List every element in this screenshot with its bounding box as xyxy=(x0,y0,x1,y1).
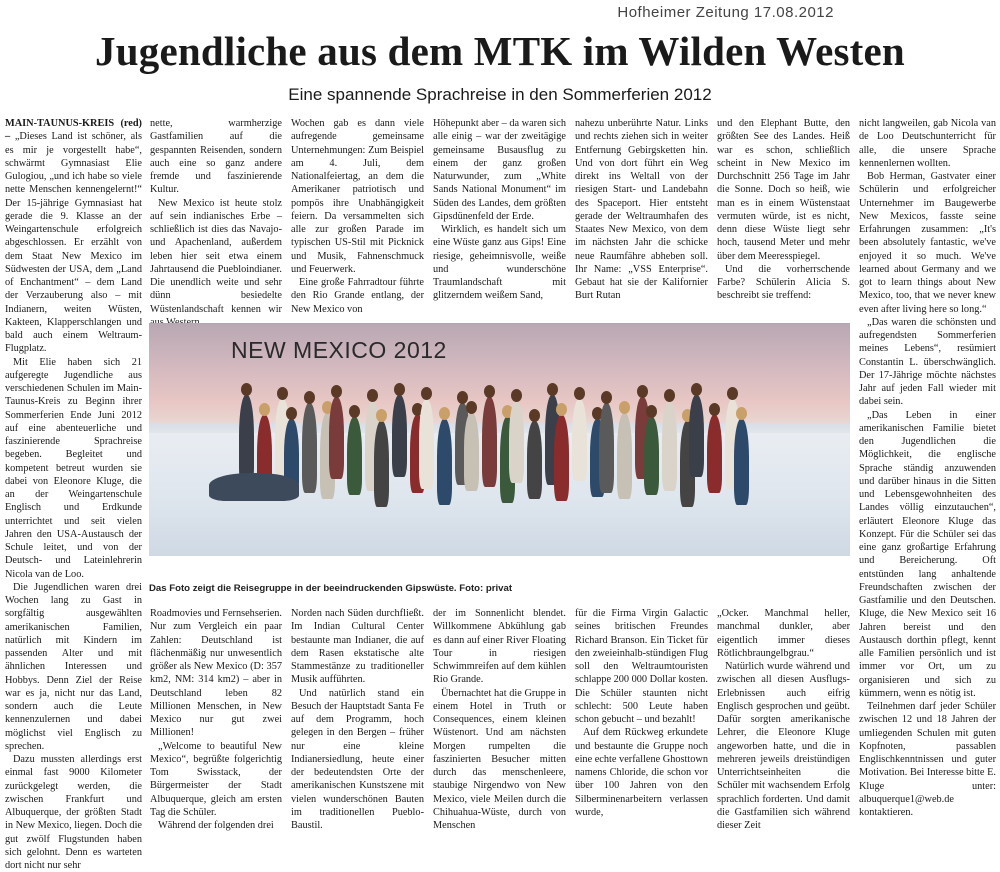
person-head xyxy=(421,387,432,400)
person-head xyxy=(286,407,297,420)
person-head xyxy=(511,389,522,402)
text: Eine große Fahrradtour führte den Rio Grande entlang, der New Mexico von xyxy=(291,277,424,315)
column-6-lower xyxy=(717,607,850,832)
column-2-lower xyxy=(150,607,282,832)
masthead: Hofheimer Zeitung 17.08.2012 xyxy=(617,4,834,21)
text: und den Elephant Butte, den größten See des Landes. Heiß war es schon, schließlich scheint in New Mexico im Durchschnitt 256 Tage im Jahr die Sonne. Doch so heiß, wie man es in einem Wüstenstaat vermuten würde, ist es nicht, denn diese Wüste liegt sehr hoch, tausend Meter und mehr über dem Meeresspiegel. xyxy=(717,118,850,262)
person-head xyxy=(367,389,378,402)
reclining-person xyxy=(209,473,299,501)
text: nahezu unberührte Natur. Links und rechts ziehen sich in weiter Entfernung Gebirgsketten hin. Und von dort führt ein Weg direkt ins Weltall von der riesigen Start- und Landebahn des Spaceport. Hier entsteht gerade der Weltraumhafen des Staates New Mexico, von dem im nächsten Jahr die schicke neue Raumfähre abheben soll. Ihr Name: „VSS Enterprise“. Gebaut hat sie der Kalifornier Burt Rutan xyxy=(575,118,708,302)
person-figure xyxy=(374,421,389,507)
text: „Dieses Land ist schöner, als es mir je vorgestellt habe“, schwärmt Gymnasiast Elie Gulogiou, „und ich habe so viele nette Menschen kennengelernt!“ Der 15-jährige Gymnasiast hat gerade die 9. Klasse an der Weingartenschule erfolgreich abgeschlossen. Er erzählt von dem Staat New Mexico im Südwesten der USA, dem „Land of Enchantment“ – dem Land der Verzauberung also – mit Indianern, weiten Wüsten, Kakteen, Klapperschlangen und bald auch einem Weltraum-Flugplatz. xyxy=(5,131,143,355)
person-figure xyxy=(437,419,452,505)
text: nette, warmherzige Gastfamilien auf die gespannten Reisenden, sondern auch eine so ganz andere fremde und faszinierende Kultur. xyxy=(150,118,282,196)
text: Roadmovies und Fernsehserien. Nur zum Vergleich ein paar Zahlen: Deutschland ist flächenmäßig nur unwesentlich größer als New Mexico (D: 357 km2, NM: 314 km2) – aber in Deutschland leben 82 Millionen Menschen, in New Mexico nur gut zwei Millionen! xyxy=(150,608,282,739)
text: Dazu mussten allerdings erst einmal fast 9000 Kilometer zurückgelegt werden, die zwischen Frankfurt und Albuquerque, der größten Stadt in New Mexico, liegen. Doch die gut zwölf Flugstunden haben sich gelohnt. Denn es warteten dort nicht nur sehr xyxy=(5,754,142,871)
text: Übernachtet hat die Gruppe in einem Hotel in Truth or Consequences, einem kleinen Wüstenort. Und am nächsten Morgen rumpelten die faszinierten Besucher mitten durch das menschenleere, staubige Nirgendwo von New Mexico, viele Meilen durch die Chihuahua-Wüste, durch von Menschen xyxy=(433,687,566,831)
person-head xyxy=(376,409,387,422)
person-figure xyxy=(302,403,317,493)
text: Und die vorherrschende Farbe? Schülerin Alicia S. beschreibt sie treffend: xyxy=(717,263,850,302)
person-head xyxy=(736,407,747,420)
person-head xyxy=(484,385,495,398)
text: Auf dem Rückweg erkundete und bestaunte die Gruppe noch eine echte verfallene Ghosttown namens Chloride, die schon vor über 100 Jahren von den Silberminenarbeitern verlassen wurde, xyxy=(575,727,708,818)
column-3-lower xyxy=(291,607,424,832)
text: „Ocker. Manchmal heller, manchmal dunkler, aber eigentlich immer dieses Rötlichbraungelbgrau.“ xyxy=(717,608,850,659)
person-head xyxy=(574,387,585,400)
person-figure xyxy=(662,401,677,491)
text: Während der folgenden drei xyxy=(158,820,274,831)
column-4-upper xyxy=(433,117,566,321)
group-photo xyxy=(149,323,850,556)
person-head xyxy=(331,385,342,398)
person-figure xyxy=(329,397,344,479)
dateline: MAIN-TAUNUS-KREIS (red) – xyxy=(5,118,142,143)
person-head xyxy=(709,403,720,416)
person-head xyxy=(277,387,288,400)
text: „Welcome to beautiful New Mexico“, begrüßte folgerichtig Tom Swisstack, der Bürgermeister der Stadt Albuquerque, gleich am ersten Tag die Schüler. xyxy=(150,740,282,818)
text: „Das Leben in einer amerikanischen Familie bietet den Jugendlichen die Möglichkeit, die englische Sprache ständig anzuwenden und darüber hinaus in die Sitten und Lebensgewohnheiten des Landes völlig einzutauchen“, erläutert Eleonore Kluge das Konzept. Für die Schüler sei das eine ganz großartige Erfahrung und Bereicherung. Oft entstünden lang anhaltende Freundschaften zwischen der Gastfamilie und den Deutschen. Kluge, die New Mexico seit 16 Jahren bereist und den Austausch dorthin pflegt, kennt alle Familien persönlich und ist immer vor Ort, um zu organisieren und sich zu kümmern, wenn es nötig ist. xyxy=(859,409,996,699)
text: für die Firma Virgin Galactic seines britischen Freundes Richard Branson. Ein Ticket für den zweieinhalb-stündigen Flug soll den Weltraumtouristen schlappe 200 000 Dollar kosten. Die Schüler staunten nicht schlecht: 500 Leute haben schon gebucht – und bezahlt! xyxy=(575,608,708,725)
person-head xyxy=(664,389,675,402)
text: Wochen gab es dann viele aufregende gemeinsame Unternehmungen: Zum Beispiel am 4. Juli, dem Nationalfeiertag, an dem die Amerikaner patriotisch und pompös ihre Unabhängigkeit feiern. Da versammelten sich alle zur großen Parade im typischen US-Stil mit Picknick und Musik, Fahnenschmuck und Feuerwerk. xyxy=(291,118,424,275)
person-head xyxy=(556,403,567,416)
text: Teilnehmen darf jeder Schüler zwischen 12 und 18 Jahren der umliegenden Schulen mit guten Kopfnoten, passablen Englischkenntnissen und guter Motivation. Bei Interesse bitte E. Kluge unter: albuquerque1@web.de kontaktieren. xyxy=(859,701,996,818)
text: Die Jugendlichen waren drei Wochen lang zu Gast in sorgfältig ausgewählten amerikanischen Familien, natürlich mit Kindern im passenden Alter und mit ähnlichen Interessen und Hobbys. Denn Ziel der Reise war es ja, nicht nur das Land, sondern auch die Leute kennenzulernen und dabei möglichst viel Englisch zu sprechen. xyxy=(5,581,142,752)
person-figure xyxy=(554,415,569,501)
person-head xyxy=(466,401,477,414)
text: Natürlich wurde während und zwischen all diesen Ausflugs-Erlebnissen auch eifrig Englisch gesprochen und geübt. Dafür sorgten amerikanische Lehrer, die Eleonore Kluge angeworben hatte, und die in mehreren jeweils dreistündigen Unterrichtseinheiten die Schüler mit wachsendem Erfolg sprachlich forderten. Und damit die Gastfamilien sich während dieser Zeit xyxy=(717,661,850,831)
person-head xyxy=(646,405,657,418)
column-4-lower xyxy=(433,607,566,832)
person-figure xyxy=(707,415,722,493)
column-3-upper xyxy=(291,117,424,321)
text: New Mexico ist heute stolz auf sein indianisches Erbe – schließlich ist dies das Navajo- und Apachenland, außerdem leben hier seit etwa einem Jahrtausend die Puebloindianer. Die unendlich weite und sehr dünn besiedelte Wüstenlandschaft kennen wir xyxy=(150,197,282,315)
column-5-lower xyxy=(575,607,708,832)
photo-title: NEW MEXICO 2012 xyxy=(231,337,447,363)
person-head xyxy=(637,385,648,398)
person-figure xyxy=(734,419,749,505)
subheadline: Eine spannende Sprachreise in den Sommerferien 2012 xyxy=(288,85,712,104)
person-head xyxy=(457,391,468,404)
person-head xyxy=(601,391,612,404)
text: Mit Elie haben sich 21 aufgeregte Jugendliche aus verschiedenen Schulen im Main-Taunus-Kreis zu Beginn ihrer Sommerferien Ende Juni 2012 auf eine abenteuerliche und faszinierende Sprachreise begeben. Begleitet und kompetent betreut wurden sie dabei von Eleonore Kluge, die an der Weingartenschule Englisch und Erdkunde unterrichtet und seit vielen Jahren den USA-Austausch der Schule leitet, und von der Deutsch- und Lateinlehrerin Nicola van de Loo. xyxy=(5,356,142,580)
person-head xyxy=(547,383,558,396)
person-figure xyxy=(599,403,614,493)
person-figure xyxy=(617,413,632,499)
photo-caption: Das Foto zeigt die Reisegruppe in der beeindruckenden Gipswüste. Foto: privat xyxy=(149,583,513,594)
person-head xyxy=(691,383,702,396)
text: Und natürlich stand ein Besuch der Hauptstadt Santa Fe auf dem Programm, hoch gelegen in den Bergen – früher nur eine kleine Indianersiedlung, heute einer der bedeutendsten Orte der amerikanischen Kunstszene mit vielen wunderschönen Bauten im traditionellen Pueblo-Baustil. xyxy=(291,687,424,831)
text: der im Sonnenlicht blendet. Willkommene Abkühlung gab es dann auf einer River Floating Tour in riesigen Schwimmreifen auf dem kühlen Rio Grande. xyxy=(433,608,566,686)
person-figure xyxy=(464,413,479,491)
column-6-upper xyxy=(717,117,850,321)
person-head xyxy=(241,383,252,396)
person-head xyxy=(619,401,630,414)
person-figure xyxy=(509,401,524,483)
person-head xyxy=(529,409,540,422)
headline: Jugendliche aus dem MTK im Wilden Westen xyxy=(95,28,905,74)
person-figure xyxy=(689,395,704,477)
person-figure xyxy=(527,421,542,499)
person-figure xyxy=(392,395,407,477)
text: Höhepunkt aber – da waren sich alle einig – war der zweitägige gemeinsame Busausflug zu einem der ganz großen Naturwunder, zum „White Sands National Monument“ im Süden des Landes, dem größten Gipsdünenfeld der Erde. xyxy=(433,118,566,222)
column-2-upper xyxy=(150,117,282,321)
person-head xyxy=(394,383,405,396)
person-head xyxy=(439,407,450,420)
person-figure xyxy=(482,397,497,487)
text: „Das waren die schönsten und aufregendsten Sommerferien meines Lebens“, resümiert Constantin L. überschwänglich. Der 17-Jährige möchte nächstes Jahr auf jeden Fall wieder mit dabei sein. xyxy=(859,316,996,408)
text: nicht langweilen, gab Nicola van de Loo Deutschunterricht für alle, die unsere Sprache kennenlernen wollten. xyxy=(859,118,996,169)
person-figure xyxy=(644,417,659,495)
column-1 xyxy=(5,117,143,871)
person-figure xyxy=(239,395,254,485)
person-figure xyxy=(572,399,587,481)
person-head xyxy=(349,405,360,418)
person-head xyxy=(727,387,738,400)
person-figure xyxy=(347,417,362,495)
text: Wirklich, es handelt sich um eine Wüste ganz aus Gips! Eine riesige, geheimnisvolle, weiße und wunderschöne Traumlandschaft mit glitzerndem weißem Sand, xyxy=(433,224,566,302)
person-figure xyxy=(419,399,434,489)
text: Bob Herman, Gastvater einer Schülerin und erfolgreicher Unternehmer im Baugewerbe New Mexicos, fasste seine Erfahrungen zusammen: „It's been absolutely fantastic, we've enjoyed it so much. We've learned about Germany and we got to learn things about New Mexico, too, that we never knew even after living here so long.“ xyxy=(859,171,996,315)
column-7 xyxy=(859,117,996,832)
person-head xyxy=(304,391,315,404)
person-head xyxy=(259,403,270,416)
column-5-upper xyxy=(575,117,708,321)
text: Norden nach Süden durchfließt. Im Indian Cultural Center bestaunte man Indianer, die auf dem Rasen ekstatische alte Stammestänze zu traditioneller Musik aufführten. xyxy=(291,608,424,686)
